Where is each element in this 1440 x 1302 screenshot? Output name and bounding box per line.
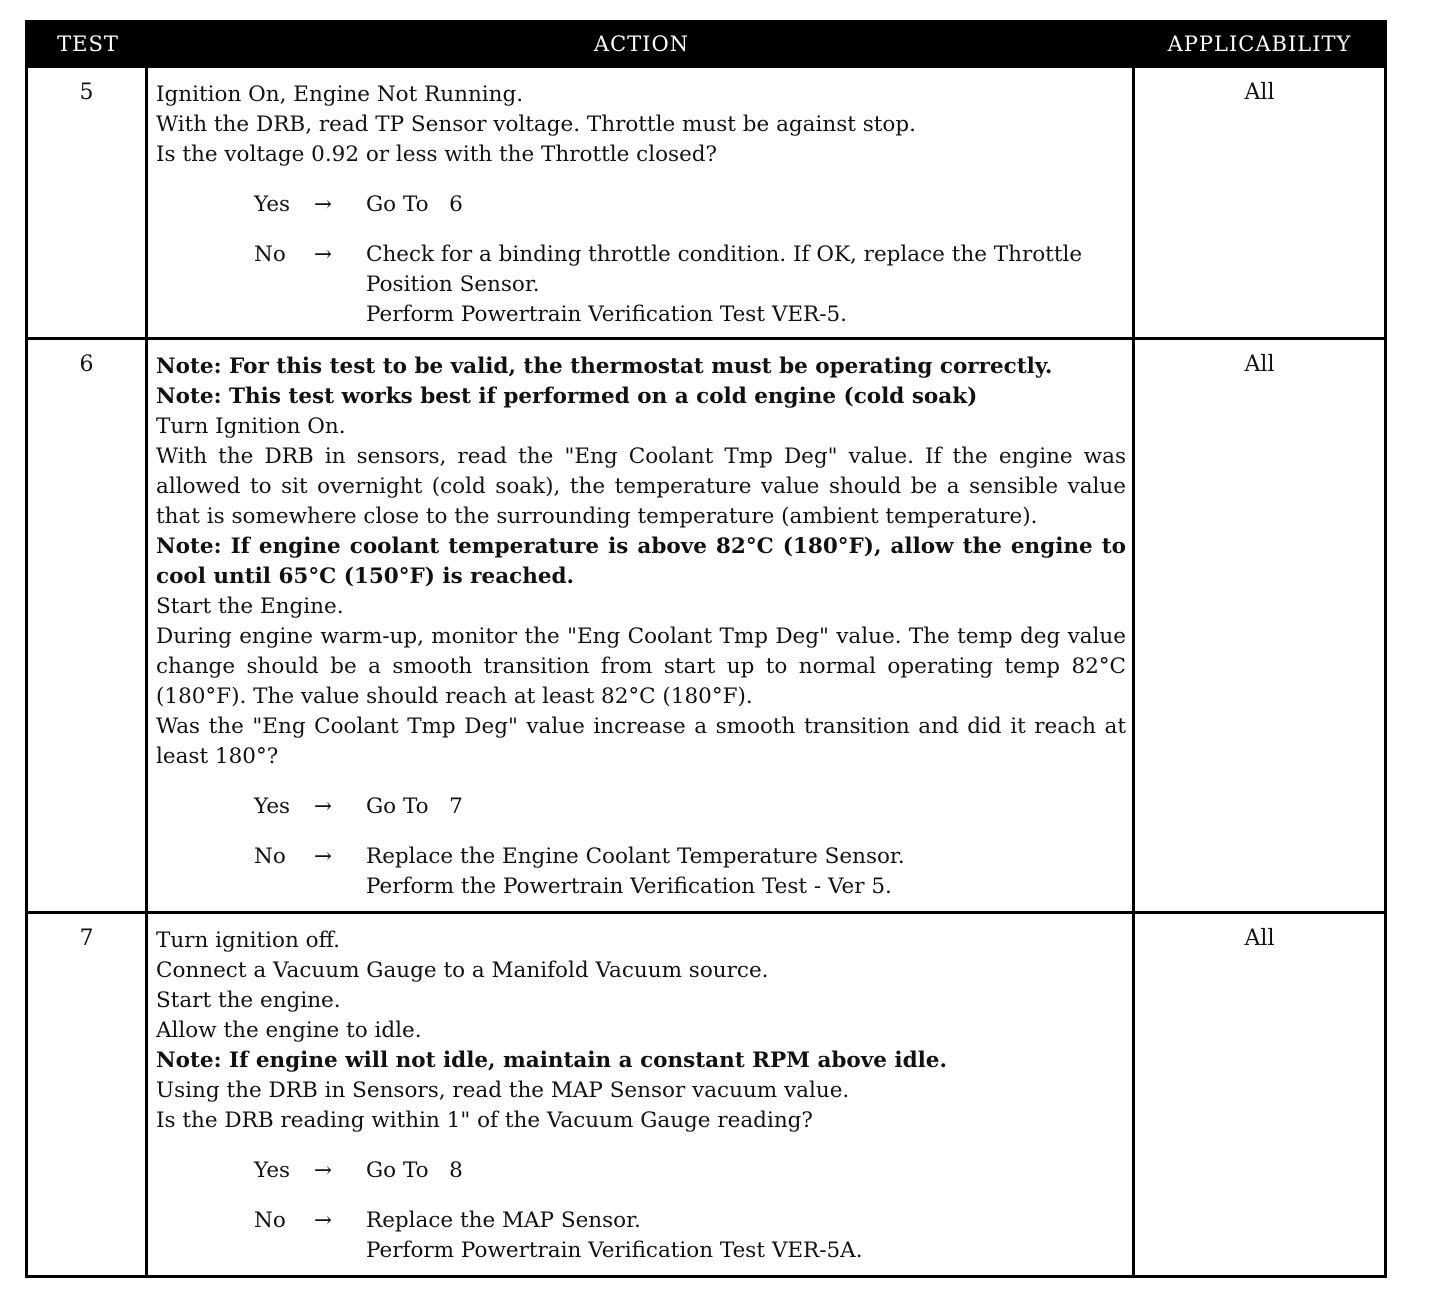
no-action xyxy=(366,240,1126,330)
note-text: Note: If engine will not idle, maintain a constant RPM above idle. xyxy=(156,1048,947,1073)
test-number: 5 xyxy=(28,68,148,337)
no-label: No xyxy=(254,242,286,267)
no-option xyxy=(156,842,1126,902)
yes-action: Go To 8 xyxy=(366,1158,463,1183)
action-line: Connect a Vacuum Gauge to a Manifold Vacuum source. xyxy=(156,958,769,983)
table-header xyxy=(28,23,1384,65)
action-line: Start the Engine. xyxy=(156,594,344,619)
action-line: Allow the engine to idle. xyxy=(156,1018,422,1043)
no-action-line: Perform Powertrain Verification Test VER-5A. xyxy=(366,1238,863,1263)
table-row xyxy=(28,911,1384,1275)
no-label: No xyxy=(254,1208,286,1233)
arrow-icon: → xyxy=(314,192,333,217)
action-line: Start the engine. xyxy=(156,988,341,1013)
yes-action: Go To 7 xyxy=(366,794,463,819)
arrow-icon: → xyxy=(314,1208,333,1233)
arrow-icon: → xyxy=(314,794,333,819)
action-paragraph: During engine warm-up, monitor the "Eng Coolant Tmp Deg" value. The temp deg value change should be a smooth transition from start up to normal operating temp 82°C (180°F). The value should reach at least 82°C (180°F). xyxy=(156,624,1126,709)
test-number: 6 xyxy=(28,340,148,911)
yes-option xyxy=(156,1156,1126,1186)
action-line: Is the DRB reading within 1" of the Vacuum Gauge reading? xyxy=(156,1108,813,1133)
table-row xyxy=(28,337,1384,911)
action-line: Ignition On, Engine Not Running. xyxy=(156,82,524,107)
applicability-value: All xyxy=(1244,926,1275,951)
action-cell xyxy=(148,68,1135,337)
yes-action: Go To 6 xyxy=(366,192,463,217)
table-row xyxy=(28,65,1384,337)
no-action-line: Replace the Engine Coolant Temperature Sensor. xyxy=(366,844,905,869)
arrow-icon: → xyxy=(314,844,333,869)
applicability-value: All xyxy=(1244,352,1275,377)
note-text: Note: This test works best if performed on a cold engine (cold soak) xyxy=(156,384,978,409)
no-action-line: Replace the MAP Sensor. xyxy=(366,1208,641,1233)
header-test: TEST xyxy=(57,32,119,56)
no-option xyxy=(156,240,1126,330)
yes-option xyxy=(156,190,1126,220)
no-label: No xyxy=(254,844,286,869)
arrow-icon: → xyxy=(314,242,333,267)
action-line: Turn ignition off. xyxy=(156,928,340,953)
no-action xyxy=(366,842,1126,902)
header-action: ACTION xyxy=(593,32,690,56)
no-action-line: Perform Powertrain Verification Test VER-5. xyxy=(366,302,847,327)
action-line: Is the voltage 0.92 or less with the Throttle closed? xyxy=(156,142,718,167)
action-line: With the DRB, read TP Sensor voltage. Throttle must be against stop. xyxy=(156,112,916,137)
diagnostic-table xyxy=(25,20,1387,1278)
action-cell xyxy=(148,340,1135,911)
no-action-line: Perform the Powertrain Verification Test - Ver 5. xyxy=(366,874,892,899)
note-text: Note: If engine coolant temperature is above 82°C (180°F), allow the engine to cool until 65°C (150°F) is reached. xyxy=(156,534,1126,589)
action-line: Turn Ignition On. xyxy=(156,414,346,439)
no-action-line: Check for a binding throttle condition. If OK, replace the Throttle xyxy=(366,242,1083,267)
action-line: Using the DRB in Sensors, read the MAP Sensor vacuum value. xyxy=(156,1078,850,1103)
yes-option xyxy=(156,792,1126,822)
test-number: 7 xyxy=(28,914,148,1275)
applicability-value: All xyxy=(1244,80,1275,105)
action-cell xyxy=(148,914,1135,1275)
note-text: Note: For this test to be valid, the thermostat must be operating correctly. xyxy=(156,354,1053,379)
yes-label: Yes xyxy=(254,1158,291,1183)
action-paragraph: Was the "Eng Coolant Tmp Deg" value increase a smooth transition and did it reach at least 180°? xyxy=(156,714,1126,769)
yes-label: Yes xyxy=(254,192,291,217)
header-applicability: APPLICABILITY xyxy=(1167,32,1352,56)
yes-label: Yes xyxy=(254,794,291,819)
no-option xyxy=(156,1206,1126,1266)
action-paragraph: With the DRB in sensors, read the "Eng Coolant Tmp Deg" value. If the engine was allowed to sit overnight (cold soak), the temperature value should be a sensible value that is somewhere close to the surrounding temperature (ambient temperature). xyxy=(156,444,1126,529)
arrow-icon: → xyxy=(314,1158,333,1183)
no-action xyxy=(366,1206,1126,1266)
no-action-line: Position Sensor. xyxy=(366,272,540,297)
